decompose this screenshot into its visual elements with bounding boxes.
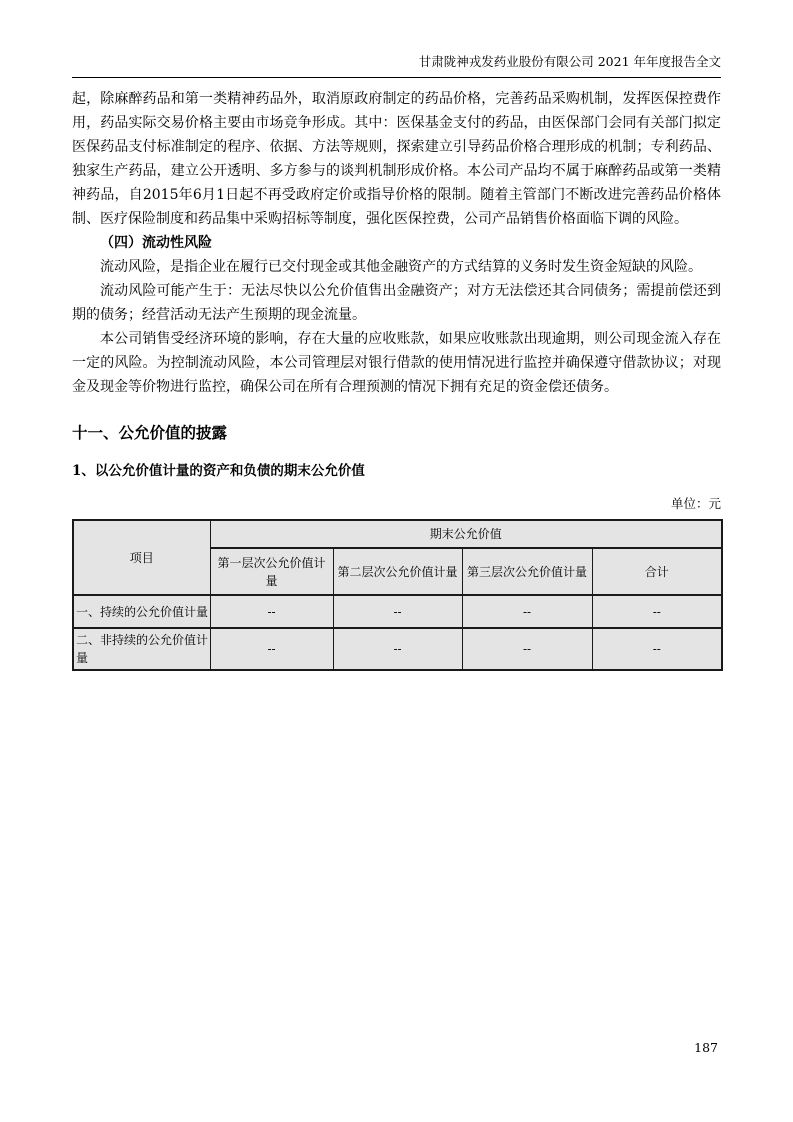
heading-liquidity-risk: （四）流动性风险 [100,235,212,251]
table-header-item: 项目 [73,520,210,595]
cell-continuous-level-1: -- [210,595,333,628]
paragraph-liquidity-sources: 流动风险可能产生于：无法尽快以公允价值售出金融资产；对方无法偿还其合同债务；需提前偿还到期的债务；经营活动无法产生预期的现金流量。 [72,283,721,323]
table-header-level-2: 第二层次公允价值计量 [333,548,462,595]
table-header-period-end-fair-value: 期末公允价值 [210,520,722,548]
page-number: 187 [694,1040,718,1055]
section-subheading-period-end-fair-value: 1、以公允价值计量的资产和负债的期末公允价值 [72,463,365,479]
table-header-group-row [73,520,722,548]
unit-label: 单位：元 [670,496,721,511]
table-header-level-1: 第一层次公允价值计量 [210,548,333,595]
cell-non-continuous-level-1: -- [210,628,333,670]
fair-value-table [72,519,723,671]
table-header-level-3: 第三层次公允价值计量 [462,548,592,595]
paragraph-liquidity-control: 本公司销售受经济环境的影响，存在大量的应收账款，如果应收账款出现逾期，则公司现金流入存在一定的风险。为控制流动风险，本公司管理层对银行借款的使用情况进行监控并确保遵守借款协议；对现金及现金等价物进行监控，确保公司在所有合理预测的情况下拥有充足的资金偿还债务。 [72,331,721,395]
row-label-continuous: 一、持续的公允价值计量 [73,595,210,628]
paragraph-liquidity-definition: 流动风险，是指企业在履行已交付现金或其他金融资产的方式结算的义务时发生资金短缺的风险。 [100,259,702,275]
section-heading-fair-value-disclosure: 十一、公允价值的披露 [72,423,228,442]
cell-non-continuous-level-2: -- [333,628,462,670]
table-row-non-continuous-measurement [73,628,722,670]
table-row-continuous-measurement [73,595,722,628]
cell-non-continuous-total: -- [592,628,722,670]
cell-continuous-level-2: -- [333,595,462,628]
cell-non-continuous-level-3: -- [462,628,592,670]
page-content [72,0,721,671]
cell-continuous-total: -- [592,595,722,628]
report-header [72,0,721,78]
cell-continuous-level-3: -- [462,595,592,628]
report-header-title: 甘肃陇神戎发药业股份有限公司 2021 年年度报告全文 [418,54,721,69]
row-label-non-continuous: 二、非持续的公允价值计量 [73,628,210,670]
table-header-total: 合计 [592,548,722,595]
paragraph-drug-price-policy: 起，除麻醉药品和第一类精神药品外，取消原政府制定的药品价格，完善药品采购机制，发挥医保控费作用，药品实际交易价格主要由市场竞争形成。其中：医保基金支付的药品，由医保部门会同有关部门拟定医保药品支付标准制定的程序、依据、方法等规则，探索建立引导药品价格合理形成的机制；专利药品、独家生产药品，建立公开透明、多方参与的谈判机制形成价格。本公司产品均不属于麻醉药品或第一类精神药品，自2015年6月1日起不再受政府定价或指导价格的限制。随着主管部门不断改进完善药品价格体制、医疗保险制度和药品集中采购招标等制度，强化医保控费，公司产品销售价格面临下调的风险。 [72,91,721,227]
